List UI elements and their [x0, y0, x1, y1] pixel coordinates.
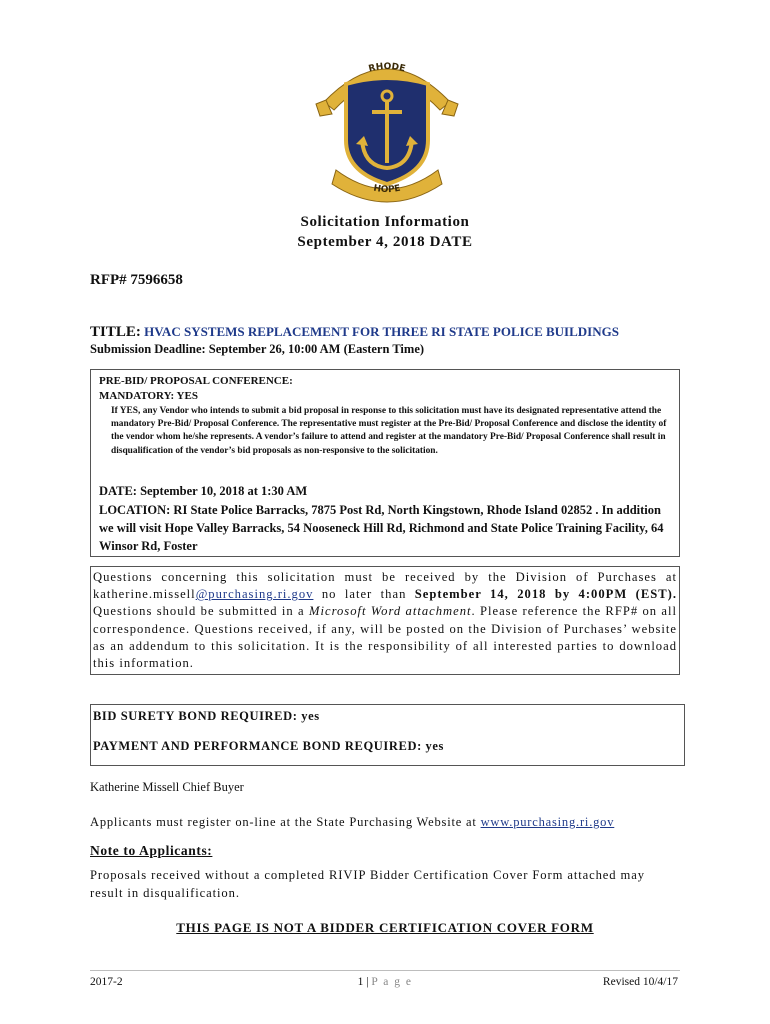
register-line — [90, 815, 614, 830]
solicitation-heading: Solicitation Information — [300, 214, 470, 230]
questions-part1: Questions concerning this solicitation must be received by the Division of Purchases at katherine.missell — [93, 570, 677, 602]
state-seal-logo — [312, 44, 462, 204]
bid-surety-bond: BID SURETY BOND REQUIRED: yes — [93, 709, 320, 723]
footer-form-code: 2017-2 — [90, 976, 123, 988]
payment-performance-bond: PAYMENT AND PERFORMANCE BOND REQUIRED: yes — [93, 739, 445, 753]
title-line — [90, 324, 619, 341]
prebid-mandatory: MANDATORY: YES — [99, 390, 198, 402]
note-text: Proposals received without a completed RIVIP Bidder Certification Cover Form attached may result in disqualification. — [90, 868, 645, 900]
prebid-title: PRE-BID/ PROPOSAL CONFERENCE: — [99, 375, 293, 387]
solicitation-date: September 4, 2018 DATE — [297, 234, 473, 250]
seal-bottom-text: HOPE — [372, 183, 402, 196]
purchasing-website-link[interactable]: www.purchasing.ri.gov — [480, 815, 615, 829]
title-label: TITLE: — [90, 324, 141, 340]
note-title: Note to Applicants: — [90, 843, 213, 858]
questions-deadline: September 14, 2018 by 4:00PM (EST). — [414, 587, 677, 602]
questions-part3: Questions should be submitted in a — [93, 604, 309, 619]
questions-part4: . Please reference the RFP# on all correspondence. Questions received, if any, will be posted on the Division of Purchases’ website as an addendum to this solicitation. It is the responsibility of all interested parties to download this information. — [93, 604, 677, 671]
bond-requirements-box — [90, 704, 685, 766]
register-text: Applicants must register on-line at the State Purchasing Website at — [90, 815, 481, 829]
questions-attachment: Microsoft Word attachment — [308, 604, 472, 619]
questions-part2: no later than — [313, 587, 415, 602]
title-value: HVAC SYSTEMS REPLACEMENT FOR THREE RI STATE POLICE BUILDINGS — [140, 324, 619, 339]
prebid-text: If YES, any Vendor who intends to submit a bid proposal in response to this solicitation must have its designated representative attend the mandatory Pre-Bid/ Proposal Conference. The representative must register at the Pre-Bid/ Proposal Conference and disclose the identity of the vendor whom he/she represents. A vendor’s failure to attend and register at the mandatory Pre-Bid/ Proposal Conference shall result in disqualification of the vendor’s bid proposals as non-responsive to the solicitation. — [111, 406, 667, 456]
prebid-date: DATE: September 10, 2018 at 1:30 AM — [99, 484, 308, 498]
seal-top-text: RHODE — [367, 61, 407, 75]
page-word: P a g e — [371, 976, 413, 988]
submission-deadline: Submission Deadline: September 26, 10:00 AM (Eastern Time) — [90, 342, 425, 356]
footer-divider — [90, 970, 680, 971]
prebid-conference-box — [90, 369, 680, 557]
email-link[interactable]: @purchasing.ri.gov — [195, 587, 314, 602]
not-cover-form-notice: THIS PAGE IS NOT A BIDDER CERTIFICATION COVER FORM — [176, 920, 594, 935]
footer-revised: Revised 10/4/17 — [602, 976, 678, 988]
page-number: 1 — [357, 976, 364, 988]
questions-text — [93, 569, 677, 672]
chief-buyer: Katherine Missell Chief Buyer — [90, 780, 244, 794]
questions-box — [90, 566, 680, 675]
page-separator: | — [363, 976, 372, 988]
rfp-number: RFP# 7596658 — [90, 272, 183, 288]
prebid-location: LOCATION: RI State Police Barracks, 7875 Post Rd, North Kingstown, Rhode Island 02852 . In addition we will visit Hope Valley Barracks, 54 Nooseneck Hill Rd, Richmond and State Police Training Facility, 64 Winsor Rd, Foster — [99, 503, 664, 553]
